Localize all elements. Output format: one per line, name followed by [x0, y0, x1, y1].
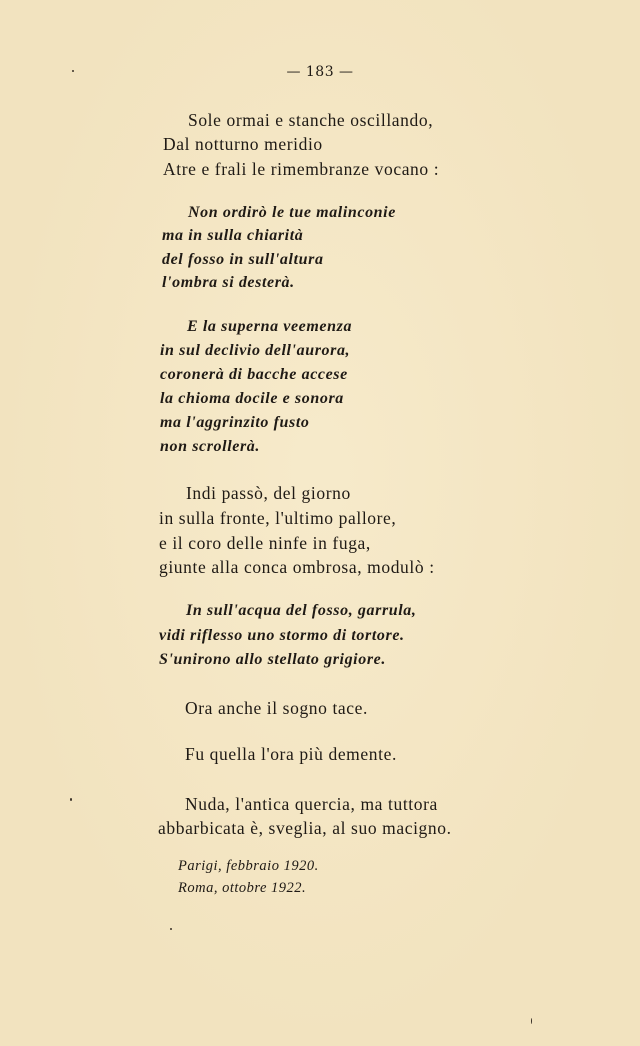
verse-line: in sulla fronte, l'ultimo pallore,	[159, 508, 397, 528]
paper-speck	[70, 798, 72, 801]
verse-line: Fu quella l'ora più demente.	[185, 744, 397, 764]
verse-line-italic: in sul declivio dell'aurora,	[160, 342, 351, 359]
paper-speck	[531, 1018, 532, 1024]
page-number: — 183 —	[286, 64, 354, 80]
verse-line: giunte alla conca ombrosa, modulò :	[159, 557, 435, 577]
verse-line-italic: Non ordirò le tue malinconie	[188, 204, 396, 221]
verse-line: Indi passò, del giorno	[186, 483, 351, 503]
verse-line: abbarbicata è, sveglia, al suo macigno.	[158, 818, 452, 838]
verse-line: e il coro delle ninfe in fuga,	[159, 533, 371, 553]
verse-line-italic: la chioma docile e sonora	[160, 390, 344, 407]
dateline: Parigi, febbraio 1920.	[178, 858, 319, 874]
verse-line: Sole ormai e stanche oscillando,	[188, 110, 434, 130]
verse-line-italic: ma l'aggrinzito fusto	[160, 414, 310, 431]
dateline: Roma, ottobre 1922.	[178, 880, 307, 896]
verse-line-italic: coronerà di bacche accese	[160, 366, 348, 383]
verse-line-italic: S'unirono allo stellato grigiore.	[159, 651, 386, 668]
verse-line-italic: del fosso in sull'altura	[162, 251, 324, 268]
verse-line-italic: In sull'acqua del fosso, garrula,	[186, 602, 417, 619]
verse-line-italic: non scrollerà.	[160, 438, 260, 455]
verse-line-italic: E la superna veemenza	[187, 318, 353, 335]
paper-speck	[170, 928, 172, 930]
paper-speck	[72, 70, 74, 72]
verse-line: Ora anche il sogno tace.	[185, 698, 369, 718]
verse-line: Nuda, l'antica quercia, ma tuttora	[185, 794, 438, 814]
verse-line: Atre e frali le rimembranze vocano :	[163, 159, 440, 179]
verse-line: Dal notturno meridio	[163, 134, 323, 154]
verse-line-italic: vidi riflesso uno stormo di tortore.	[159, 627, 405, 644]
verse-line-italic: l'ombra si desterà.	[162, 274, 295, 291]
verse-line-italic: ma in sulla chiarità	[162, 227, 304, 244]
